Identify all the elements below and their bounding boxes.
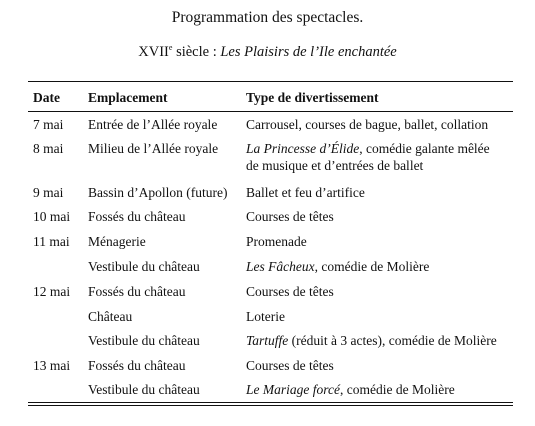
table-bottom-rule-double: [28, 405, 513, 406]
cell-type: Courses de têtes: [246, 284, 334, 299]
cell-type: Courses de têtes: [246, 209, 334, 224]
cell-place: Bassin d’Apollon (future): [88, 185, 228, 200]
subtitle-century-suffix: siècle :: [172, 44, 221, 60]
cell-type: Loterie: [246, 309, 285, 324]
cell-date: 11 mai: [33, 234, 70, 249]
cell-place: Vestibule du château: [88, 333, 200, 348]
table-top-rule: [28, 81, 513, 82]
cell-type-rest: , comédie de Molière: [339, 382, 455, 397]
cell-date: 13 mai: [33, 358, 71, 373]
cell-place: Vestibule du château: [88, 382, 200, 397]
table-header-rule: [28, 111, 513, 112]
cell-date: 8 mai: [33, 141, 64, 156]
subtitle-century: XVII: [138, 44, 169, 60]
cell-date: 12 mai: [33, 284, 71, 299]
cell-place: Fossés du château: [88, 358, 186, 373]
page-subtitle: [0, 42, 535, 62]
cell-type: [246, 332, 497, 349]
cell-type-rest: (réduit à 3 actes), comédie de Molière: [288, 333, 497, 348]
cell-type-work-title: Les Fâcheux: [246, 259, 315, 274]
cell-type-work-title: La Princesse d’Élide: [246, 141, 360, 156]
cell-type-rest: , comédie galante mêlée: [359, 141, 490, 156]
cell-place: Château: [88, 309, 133, 324]
cell-date: 10 mai: [33, 209, 71, 224]
header-place: Emplacement: [88, 90, 168, 105]
cell-type-work-title: Tartuffe: [246, 333, 289, 348]
cell-type-rest: , comédie de Molière: [314, 259, 430, 274]
table-header: [0, 88, 535, 108]
cell-type: [246, 258, 429, 275]
cell-type: [246, 140, 490, 157]
header-type: Type de divertissement: [246, 90, 379, 105]
header-date: Date: [33, 90, 60, 105]
page-title: Programmation des spectacles.: [171, 9, 364, 26]
table-body: [0, 116, 535, 401]
cell-date: 7 mai: [33, 117, 64, 132]
subtitle-work-title: Les Plaisirs de l’Ile enchantée: [220, 44, 397, 60]
cell-place: Ménagerie: [88, 234, 146, 249]
cell-type: Ballet et feu d’artifice: [246, 185, 365, 200]
cell-type: Promenade: [246, 234, 307, 249]
cell-type: Carrousel, courses de bague, ballet, collation: [246, 117, 489, 132]
cell-place: Entrée de l’Allée royale: [88, 117, 218, 132]
cell-type-line2: de musique et d’entrées de ballet: [246, 158, 424, 173]
cell-place: Milieu de l’Allée royale: [88, 141, 219, 156]
cell-type-work-title: Le Mariage forcé: [246, 382, 340, 397]
cell-place: Fossés du château: [88, 284, 186, 299]
cell-place: Fossés du château: [88, 209, 186, 224]
cell-type: Courses de têtes: [246, 358, 334, 373]
subtitle-century-superscript: e: [168, 43, 173, 52]
cell-type: [246, 381, 455, 398]
table-bottom-rule: [28, 402, 513, 403]
cell-place: Vestibule du château: [88, 259, 200, 274]
cell-date: 9 mai: [33, 185, 64, 200]
